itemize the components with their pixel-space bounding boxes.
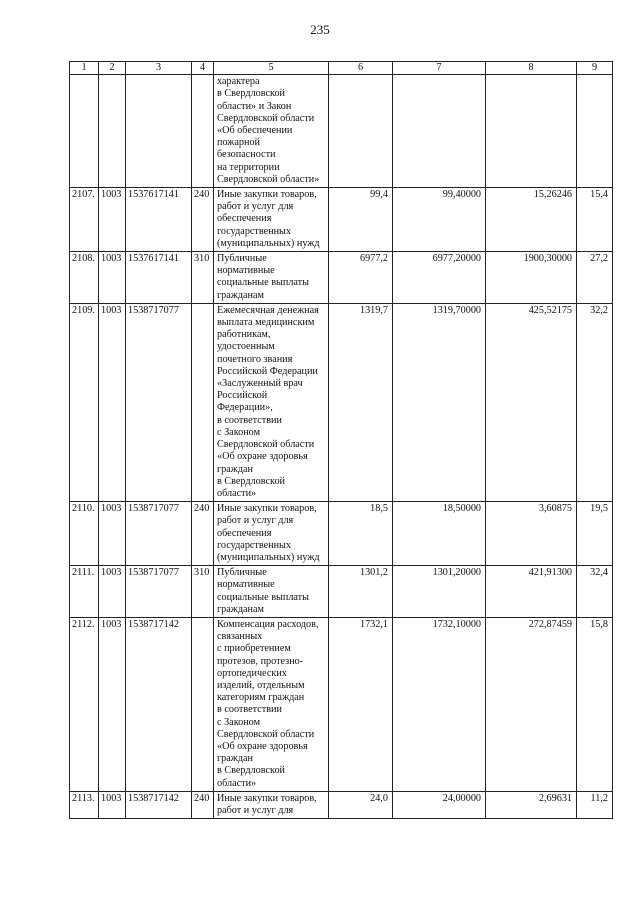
target-article-code: 1537617141 bbox=[126, 252, 192, 304]
section-code: 1003 bbox=[99, 791, 126, 818]
item-name: Иные закупки товаров, работ и услуг для bbox=[214, 791, 329, 818]
item-name: Компенсация расходов, связанных с приобретением протезов, протезно- ортопедических изделий, отдельным категориям граждан в соответствии с Законом Свердловской области «Об охране здоровья граждан в Свердловской области» bbox=[214, 617, 329, 791]
approved-amount: 99,40000 bbox=[393, 188, 486, 252]
target-article-code bbox=[126, 75, 192, 188]
item-name: характера в Свердловской области» и Закон Свердловской области «Об обеспечении пожарной безопасности на территории Свердловской области» bbox=[214, 75, 329, 188]
target-article-code: 1538717142 bbox=[126, 617, 192, 791]
item-name: Иные закупки товаров, работ и услуг для обеспечения государственных (муниципальных) нужд bbox=[214, 188, 329, 252]
executed-amount: 421,91300 bbox=[486, 566, 577, 618]
approved-amount: 24,00000 bbox=[393, 791, 486, 818]
expense-type-code bbox=[192, 617, 214, 791]
column-header: 6 bbox=[329, 62, 393, 75]
executed-amount: 3,60875 bbox=[486, 502, 577, 566]
table-row bbox=[70, 188, 613, 252]
item-name: Публичные нормативные социальные выплаты гражданам bbox=[214, 566, 329, 618]
executed-amount: 15,26246 bbox=[486, 188, 577, 252]
execution-percent: 27,2 bbox=[577, 252, 613, 304]
column-header: 1 bbox=[70, 62, 99, 75]
item-name: Публичные нормативные социальные выплаты гражданам bbox=[214, 252, 329, 304]
expense-type-code bbox=[192, 303, 214, 501]
expense-type-code bbox=[192, 75, 214, 188]
target-article-code: 1538717077 bbox=[126, 502, 192, 566]
plan-amount: 24,0 bbox=[329, 791, 393, 818]
table-row bbox=[70, 791, 613, 818]
execution-percent: 15,4 bbox=[577, 188, 613, 252]
target-article-code: 1538717077 bbox=[126, 566, 192, 618]
table-row bbox=[70, 617, 613, 791]
expense-type-code: 240 bbox=[192, 502, 214, 566]
approved-amount bbox=[393, 75, 486, 188]
section-code: 1003 bbox=[99, 617, 126, 791]
row-number: 2108. bbox=[70, 252, 99, 304]
table-row bbox=[70, 502, 613, 566]
row-number: 2113. bbox=[70, 791, 99, 818]
section-code bbox=[99, 75, 126, 188]
page-number: 235 bbox=[310, 22, 330, 37]
section-code: 1003 bbox=[99, 252, 126, 304]
execution-percent: 32,2 bbox=[577, 303, 613, 501]
section-code: 1003 bbox=[99, 188, 126, 252]
approved-amount: 1319,70000 bbox=[393, 303, 486, 501]
column-header: 3 bbox=[126, 62, 192, 75]
section-code: 1003 bbox=[99, 566, 126, 618]
column-header: 9 bbox=[577, 62, 613, 75]
row-number bbox=[70, 75, 99, 188]
section-code: 1003 bbox=[99, 502, 126, 566]
expense-type-code: 310 bbox=[192, 252, 214, 304]
budget-table bbox=[69, 61, 613, 819]
approved-amount: 6977,20000 bbox=[393, 252, 486, 304]
plan-amount: 99,4 bbox=[329, 188, 393, 252]
execution-percent: 15,8 bbox=[577, 617, 613, 791]
execution-percent: 19,5 bbox=[577, 502, 613, 566]
table-row bbox=[70, 303, 613, 501]
row-number: 2111. bbox=[70, 566, 99, 618]
row-number: 2109. bbox=[70, 303, 99, 501]
executed-amount: 2,69631 bbox=[486, 791, 577, 818]
target-article-code: 1538717077 bbox=[126, 303, 192, 501]
expense-type-code: 310 bbox=[192, 566, 214, 618]
item-name: Ежемесячная денежная выплата медицинским работникам, удостоенным почетного звания Российской Федерации «Заслуженный врач Российской Федерации», в соответствии с Законом Свердловской области «Об охране здоровья граждан в Свердловской области» bbox=[214, 303, 329, 501]
item-name: Иные закупки товаров, работ и услуг для обеспечения государственных (муниципальных) нужд bbox=[214, 502, 329, 566]
expense-type-code: 240 bbox=[192, 188, 214, 252]
section-code: 1003 bbox=[99, 303, 126, 501]
approved-amount: 18,50000 bbox=[393, 502, 486, 566]
execution-percent bbox=[577, 75, 613, 188]
plan-amount: 6977,2 bbox=[329, 252, 393, 304]
column-header: 5 bbox=[214, 62, 329, 75]
plan-amount: 1301,2 bbox=[329, 566, 393, 618]
plan-amount: 18,5 bbox=[329, 502, 393, 566]
table-row bbox=[70, 75, 613, 188]
column-header: 8 bbox=[486, 62, 577, 75]
plan-amount bbox=[329, 75, 393, 188]
table-row bbox=[70, 566, 613, 618]
header-row bbox=[70, 62, 613, 75]
executed-amount: 1900,30000 bbox=[486, 252, 577, 304]
execution-percent: 32,4 bbox=[577, 566, 613, 618]
target-article-code: 1538717142 bbox=[126, 791, 192, 818]
expense-type-code: 240 bbox=[192, 791, 214, 818]
target-article-code: 1537617141 bbox=[126, 188, 192, 252]
row-number: 2107. bbox=[70, 188, 99, 252]
plan-amount: 1732,1 bbox=[329, 617, 393, 791]
execution-percent: 11,2 bbox=[577, 791, 613, 818]
approved-amount: 1301,20000 bbox=[393, 566, 486, 618]
column-header: 2 bbox=[99, 62, 126, 75]
table-row bbox=[70, 252, 613, 304]
approved-amount: 1732,10000 bbox=[393, 617, 486, 791]
column-header: 4 bbox=[192, 62, 214, 75]
plan-amount: 1319,7 bbox=[329, 303, 393, 501]
executed-amount: 425,52175 bbox=[486, 303, 577, 501]
row-number: 2110. bbox=[70, 502, 99, 566]
executed-amount: 272,87459 bbox=[486, 617, 577, 791]
executed-amount bbox=[486, 75, 577, 188]
column-header: 7 bbox=[393, 62, 486, 75]
row-number: 2112. bbox=[70, 617, 99, 791]
